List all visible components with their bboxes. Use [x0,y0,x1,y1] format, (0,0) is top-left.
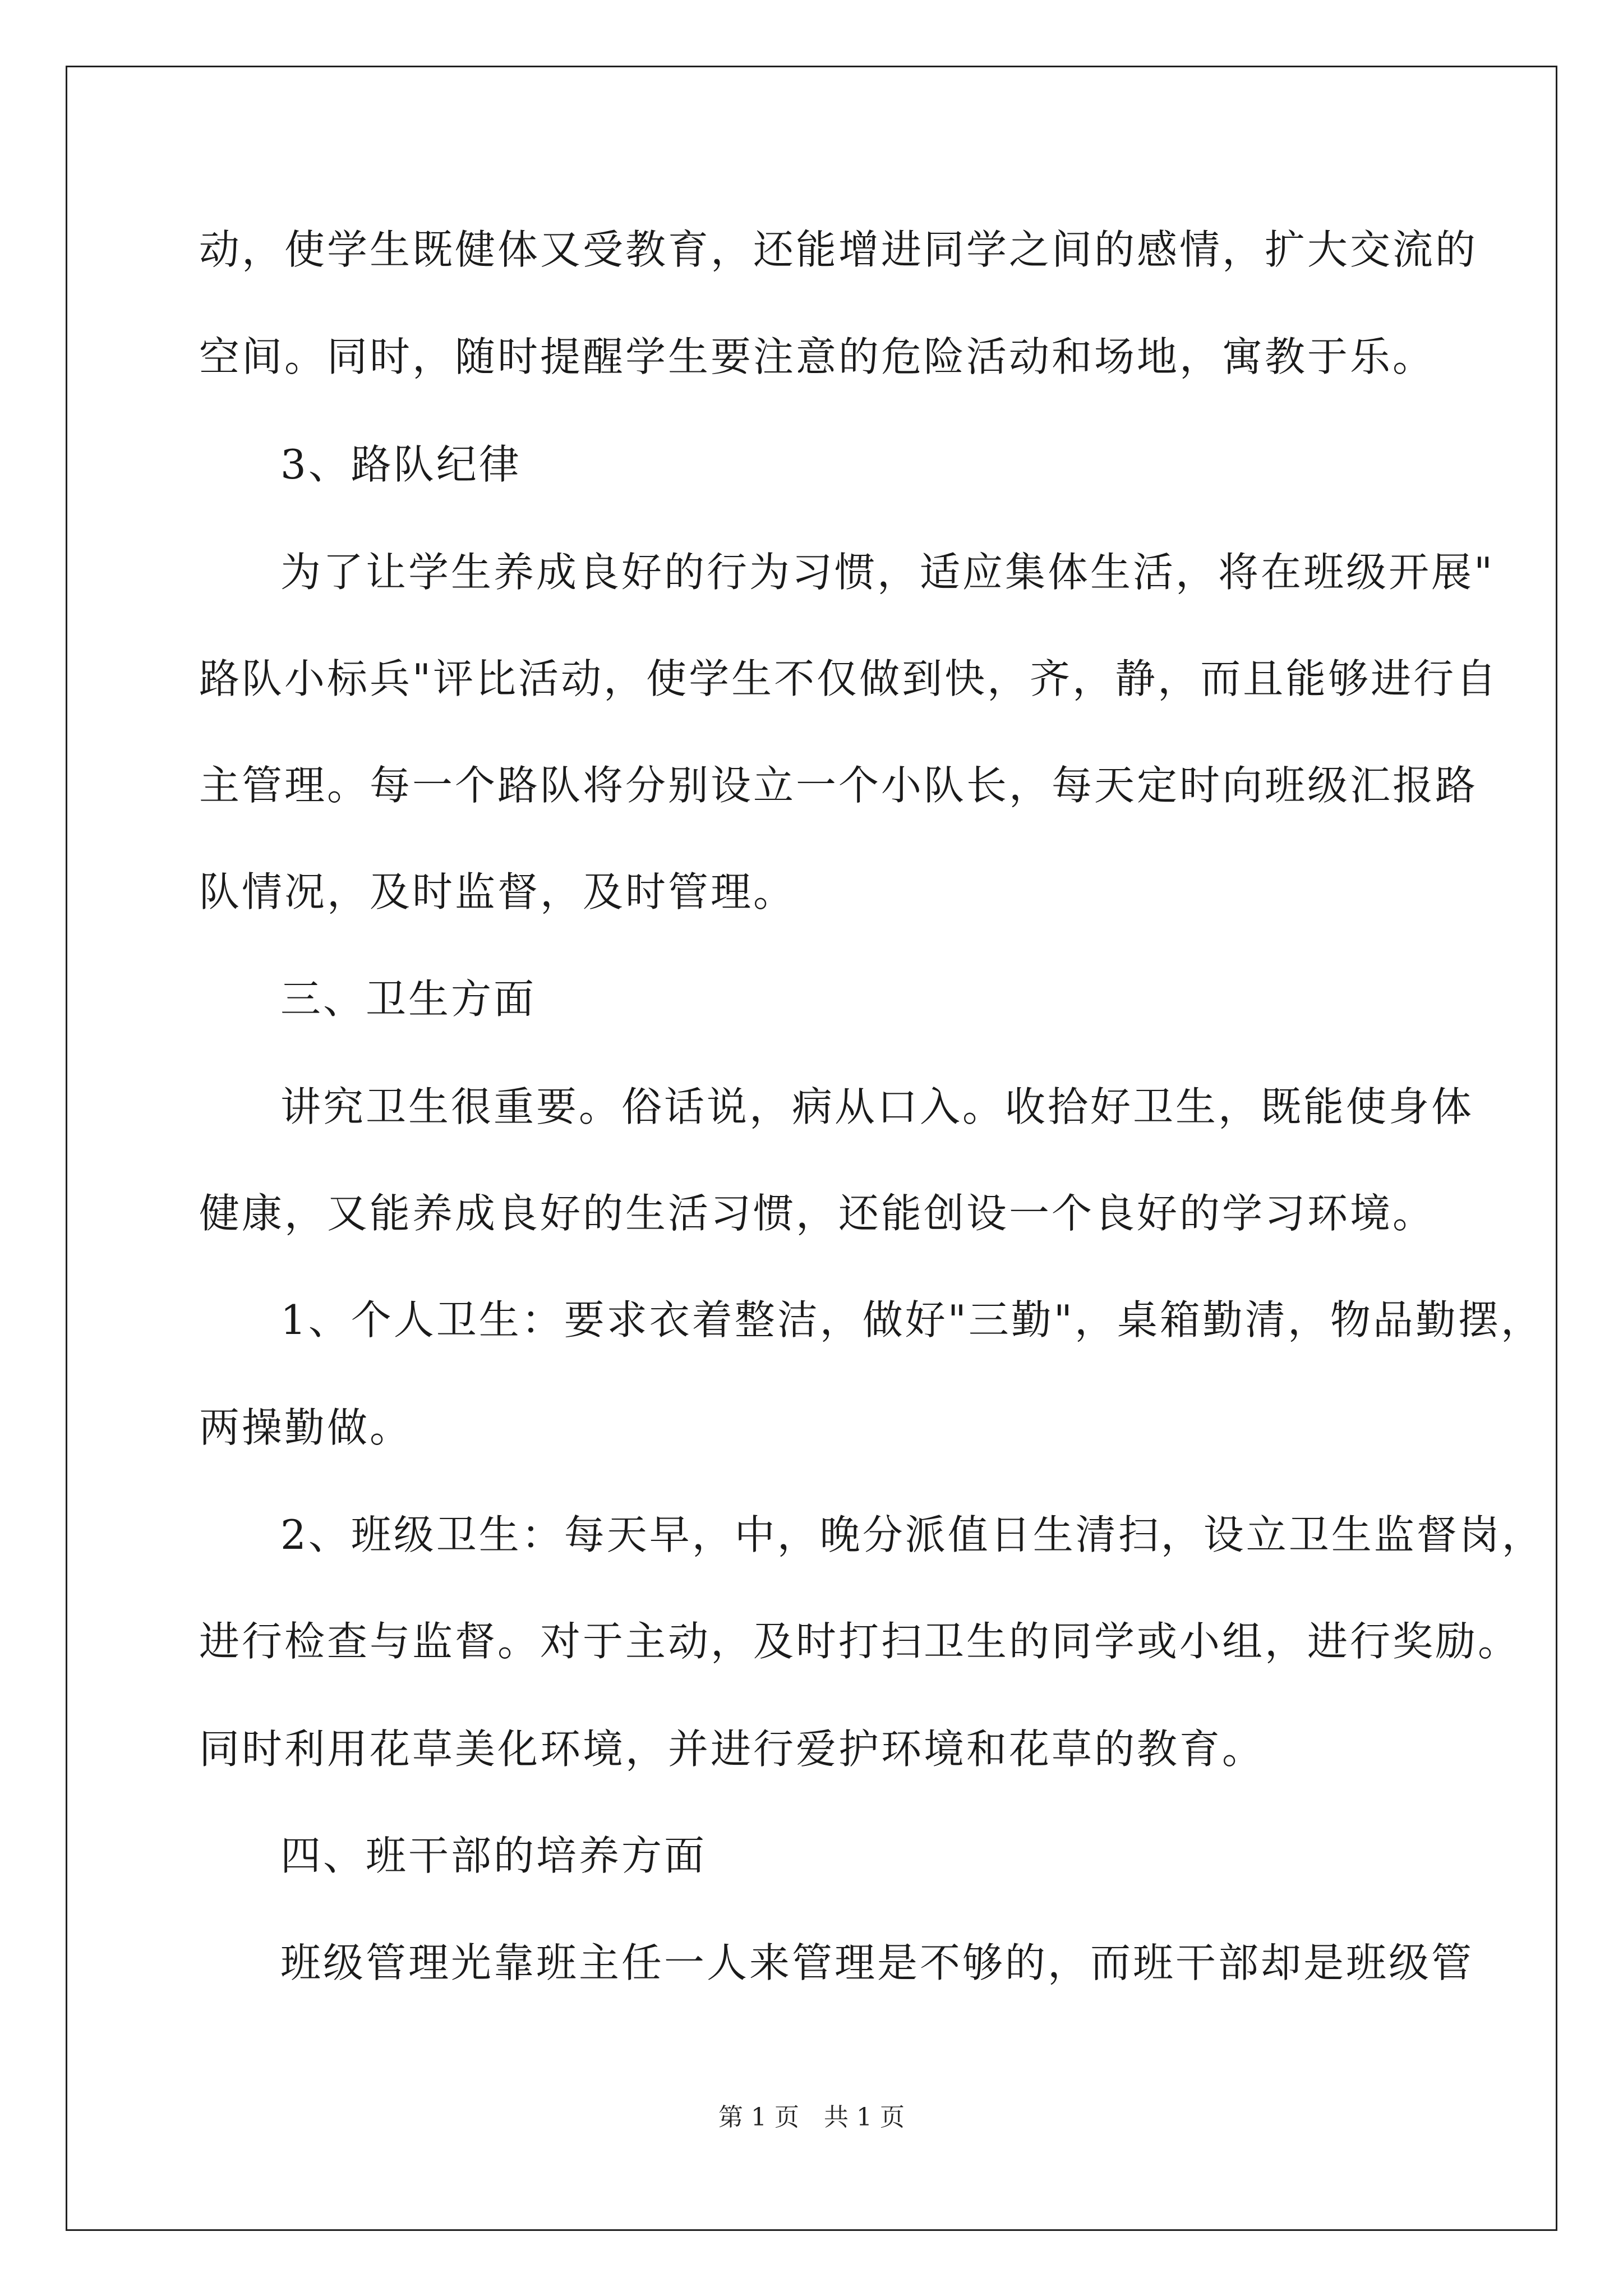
section-heading: 3、路队纪律 [280,441,522,488]
body-text-line: 进行检查与监督。对于主动，及时打扫卫生的同学或小组，进行奖励。 [199,1618,1521,1665]
body-text-line: 班级管理光靠班主任一人来管理是不够的，而班干部却是班级管 [280,1939,1474,1986]
section-heading: 四、班干部的培养方面 [280,1832,707,1879]
body-text-line: 队情况，及时监督，及时管理。 [199,868,796,915]
section-heading: 三、卫生方面 [280,976,537,1023]
body-text-line: 动，使学生既健体又受教育，还能增进同学之间的感情，扩大交流的 [199,226,1478,273]
body-text-line: 1、个人卫生：要求衣着整洁，做好"三勤"，桌箱勤清，物品勤摆， [280,1296,1544,1343]
body-text-line: 空间。同时，随时提醒学生要注意的危险活动和场地，寓教于乐。 [199,333,1436,380]
body-text-line: 两操勤做。 [199,1404,413,1451]
body-text-line: 同时利用花草美化环境，并进行爱护环境和花草的教育。 [199,1726,1265,1773]
body-text-line: 为了让学生养成良好的行为习惯，适应集体生活，将在班级开展" [280,549,1495,596]
body-text-line: 健康，又能养成良好的生活习惯，还能创设一个良好的学习环境。 [199,1190,1436,1237]
body-text-line: 2、班级卫生：每天早，中，晚分派值日生清扫，设立卫生监督岗， [280,1511,1544,1558]
body-text-line: 讲究卫生很重要。俗话说，病从口入。收拾好卫生，既能使身体 [280,1083,1474,1130]
page-number-footer: 第 1 页 共 1 页 [718,2103,905,2132]
body-text-line: 路队小标兵"评比活动，使学生不仅做到快，齐，静，而且能够进行自 [199,655,1499,702]
body-text-line: 主管理。每一个路队将分别设立一个小队长，每天定时向班级汇报路 [199,762,1478,809]
page-border [66,66,1557,2231]
